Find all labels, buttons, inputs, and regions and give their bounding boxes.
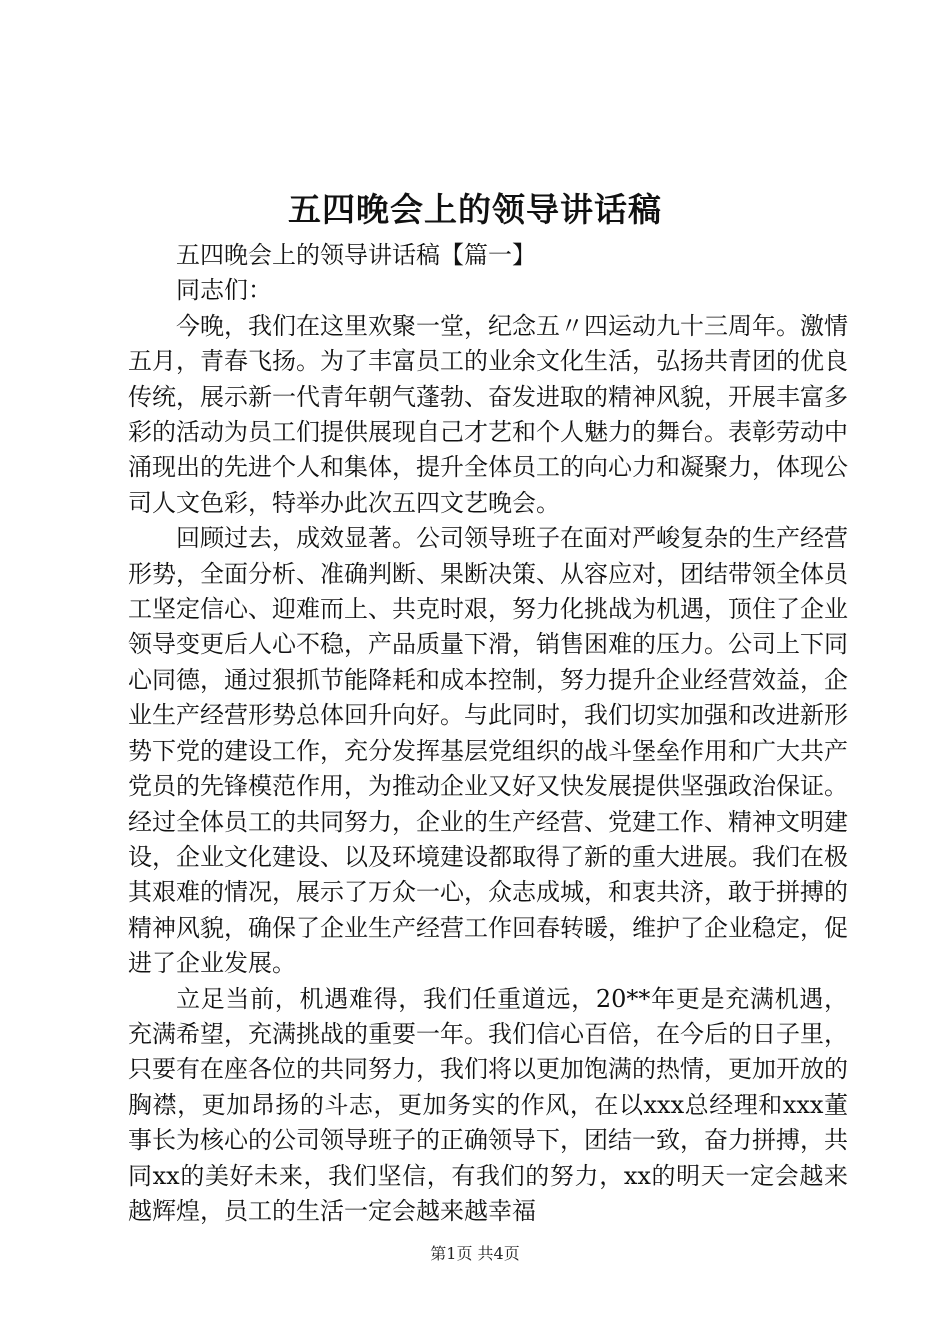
section-heading: 五四晚会上的领导讲话稿【篇一】 [176, 241, 536, 269]
page-number-footer: 第1页 共4页 [430, 1244, 520, 1263]
paragraph: 回顾过去，成效显著。公司领导班子在面对严峻复杂的生产经营形势，全面分析、准确判断、果断决策、从容应对，团结带领全体员工坚定信心、迎难而上、共克时艰，努力化挑战为机遇，顶住了企业领导变更后人心不稳，产品质量下滑，销售困难的压力。公司上下同心同德，通过狠抓节能降耗和成本控制，努力提升企业经营效益，企业生产经营形势总体回升向好。与此同时，我们切实加强和改进新形势下党的建设工作，充分发挥基层党组织的战斗堡垒作用和广大共产党员的先锋模范作用，为推动企业又好又快发展提供坚强政治保证。经过全体员工的共同努力，企业的生产经营、党建工作、精神文明建设，企业文化建设、以及环境建设都取得了新的重大进展。我们在极其艰难的情况，展示了万众一心，众志成城，和衷共济，敢于拼搏的精神风貌，确保了企业生产经营工作回春转暖，维护了企业稳定，促进了企业发展。 [128, 524, 848, 978]
salutation: 同志们： [176, 276, 272, 305]
paragraph: 立足当前，机遇难得，我们任重道远，20**年更是充满机遇，充满希望，充满挑战的重要一年。我们信心百倍，在今后的日子里，只要有在座各位的共同努力，我们将以更加饱满的热情，更加开放的胸襟，更加昂扬的斗志，更加务实的作风，在以xxx总经理和xxx董事长为核心的公司领导班子的正确领导下，团结一致，奋力拼搏，共同xx的美好未来，我们坚信，有我们的努力，xx的明天一定会越来越辉煌，员工的生活一定会越来越幸福 [128, 984, 848, 1225]
document-body [128, 238, 848, 1229]
paragraph: 今晚，我们在这里欢聚一堂，纪念五〃四运动九十三周年。激情五月，青春飞扬。为了丰富员工的业余文化生活，弘扬共青团的优良传统，展示新一代青年朝气蓬勃、奋发进取的精神风貌，开展丰富多彩的活动为员工们提供展现自己才艺和个人魅力的舞台。表彰劳动中涌现出的先进个人和集体，提升全体员工的向心力和凝聚力，体现公司人文色彩，特举办此次五四文艺晚会。 [128, 311, 848, 517]
document-title: 五四晚会上的领导讲话稿 [288, 190, 662, 229]
